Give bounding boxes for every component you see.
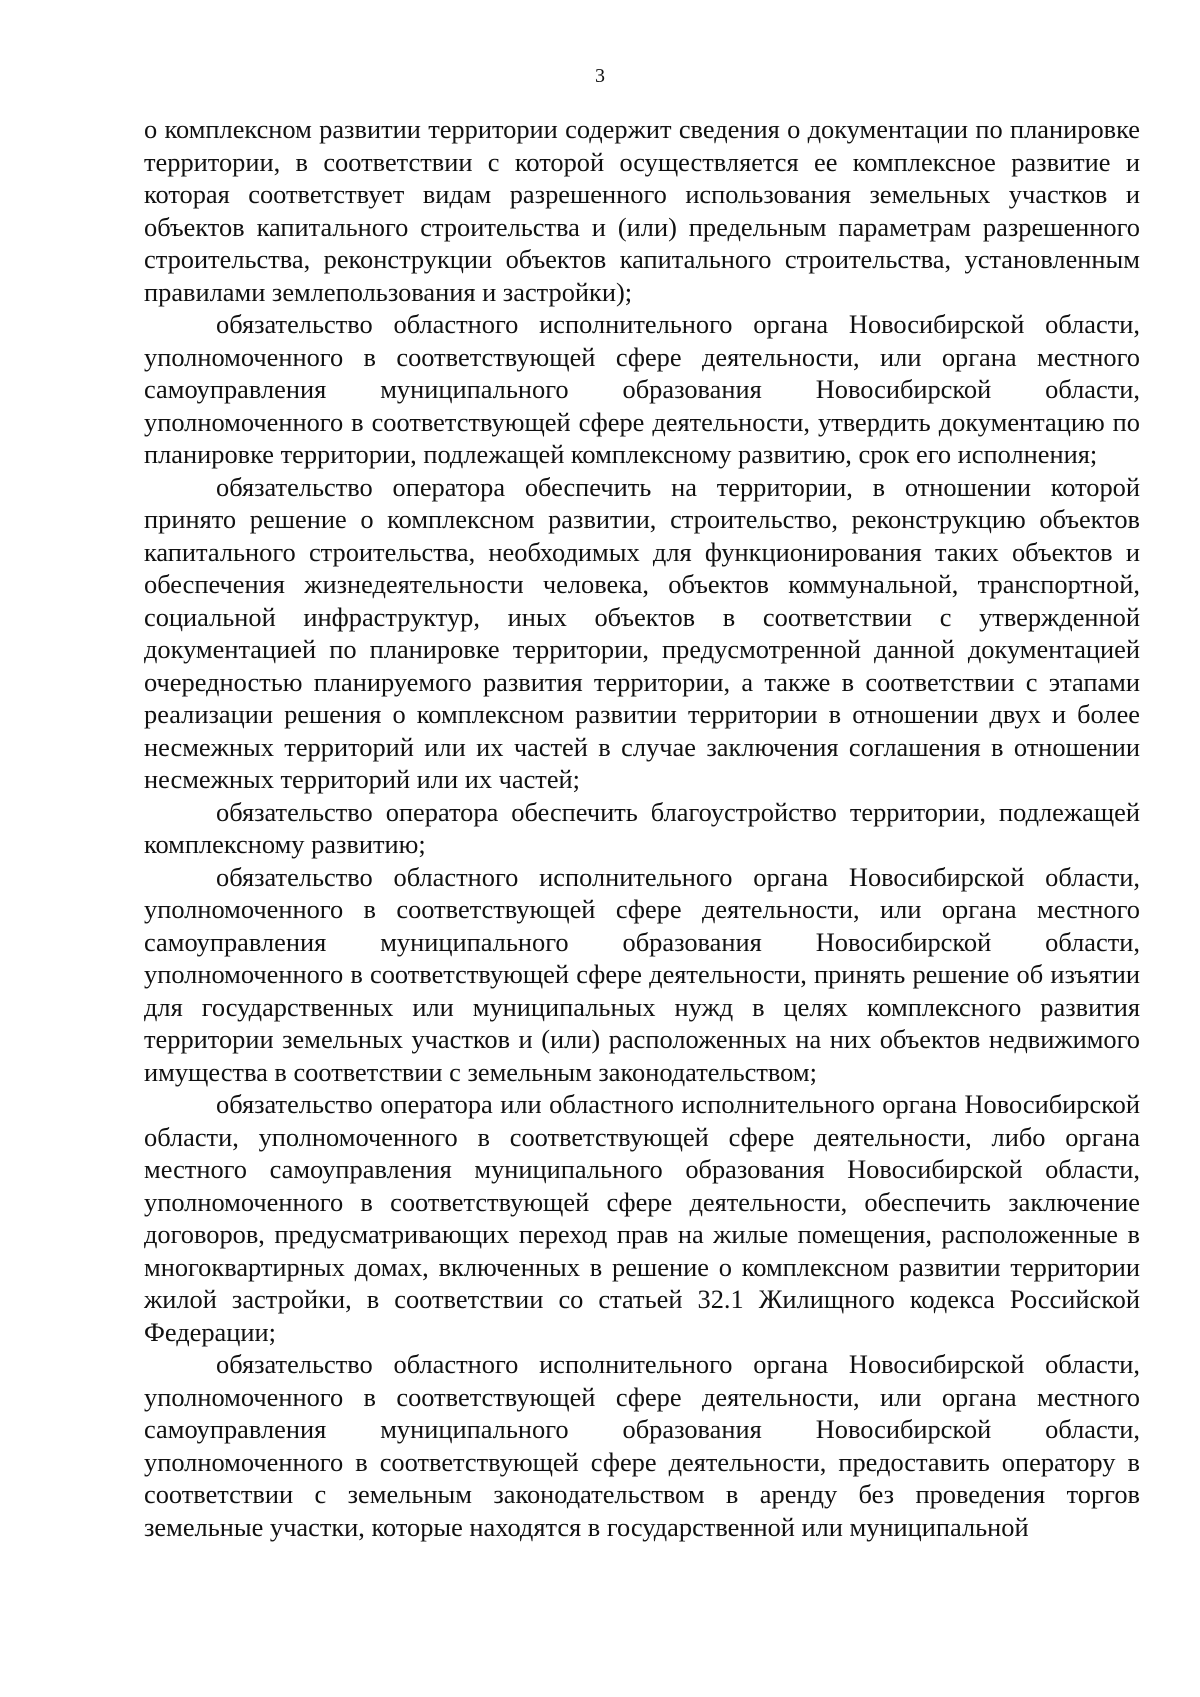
page-number: 3 bbox=[595, 65, 605, 87]
paragraph-seizure-decision: обязательство областного исполнительного органа Новосибирской области, уполномоченного в соответствующей сфере деятельности, или органа местного самоуправления муниципального образования Новосибирской области, уполномоченного в соответствующей сфере деятельности, принять решение об изъятии для государственных или муниципальных нужд в целях комплексного развития территории земельных участков и (или) расположенных на них объектов недвижимого имущества в соответствии с земельным законодательством; bbox=[144, 861, 1140, 1087]
paragraph-housing-contracts: обязательство оператора или областного исполнительного органа Новосибирской области, уполномоченного в соответствующей сфере деятельности, либо органа местного самоуправления муниципального образования Новосибирской области, уполномоченного в соответствующей сфере деятельности, обеспечить заключение договоров, предусматривающих переход прав на жилые помещения, расположенные в многоквартирных домах, включенных в решение о комплексном развитии территории жилой застройки, в соответствии со статьей 32.1 Жилищного кодекса Российской Федерации; bbox=[144, 1089, 1140, 1347]
paragraph-operator-improvement: обязательство оператора обеспечить благоустройство территории, подлежащей комплексному развитию; bbox=[144, 796, 1140, 859]
paragraph-approve-documentation: обязательство областного исполнительного органа Новосибирской области, уполномоченного в соответствующей сфере деятельности, или органа местного самоуправления муниципального образования Новосибирской области, уполномоченного в соответствующей сфере деятельности, утвердить документацию по планировке территории, подлежащей комплексному развитию, срок его исполнения; bbox=[144, 309, 1140, 469]
paragraph-continued: о комплексном развитии территории содержит сведения о документации по планировке территории, в соответствии с которой осуществляется ее комплексное развитие и которая соответствует видам разрешенного использования земельных участков и объектов капитального строительства и (или) предельным параметрам разрешенного строительства, реконструкции объектов капитального строительства, установленным правилами землепользования и застройки); bbox=[144, 114, 1140, 307]
paragraph-land-lease: обязательство областного исполнительного органа Новосибирской области, уполномоченного в соответствующей сфере деятельности, или органа местного самоуправления муниципального образования Новосибирской области, уполномоченного в соответствующей сфере деятельности, предоставить оператору в соответствии с земельным законодательством в аренду без проведения торгов земельные участки, которые находятся в государственной или муниципальной bbox=[144, 1349, 1140, 1542]
paragraph-operator-construction: обязательство оператора обеспечить на территории, в отношении которой принято решение о комплексном развитии, строительство, реконструкцию объектов капитального строительства, необходимых для функционирования таких объектов и обеспечения жизнедеятельности человека, объектов коммунальной, транспортной, социальной инфраструктур, иных объектов в соответствии с утвержденной документацией по планировке территории, предусмотренной данной документацией очередностью планируемого развития территории, а также в соответствии с этапами реализации решения о комплексном развитии территории в отношении двух и более несмежных территорий или их частей в случае заключения соглашения в отношении несмежных территорий или их частей; bbox=[144, 471, 1140, 794]
document-body bbox=[144, 113, 1140, 1543]
